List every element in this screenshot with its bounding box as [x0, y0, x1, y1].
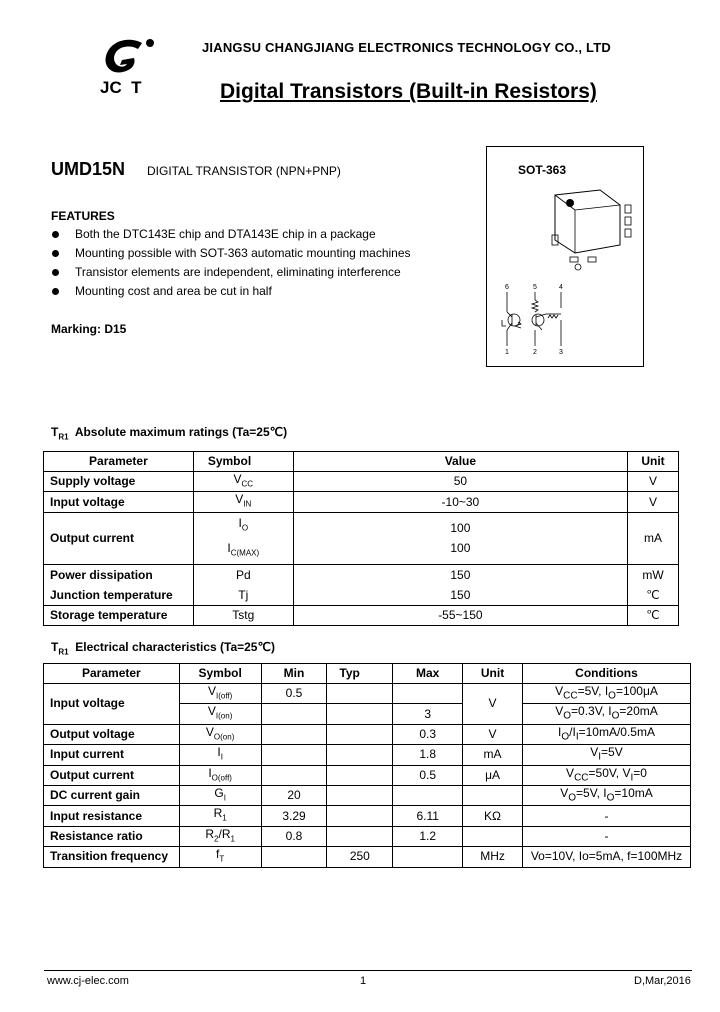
pin-label-6: 6	[505, 284, 509, 291]
table-row: Input resistance $R_1$ 3.29 6.11 KΩ -	[44, 806, 691, 826]
cond-vin-off: $V_{CC}=5V$, $I_O=100\mu A$	[522, 684, 690, 704]
feature-item: Mounting cost and area be cut in half	[51, 284, 411, 303]
feature-item: Mounting possible with SOT-363 automatic mounting machines	[51, 246, 411, 265]
part-description: DIGITAL TRANSISTOR (NPN+PNP)	[147, 164, 341, 178]
cond-vin-on: $V_O=0.3V$, $I_O=20mA$	[522, 704, 690, 724]
pin-label-1: 1	[505, 349, 509, 356]
package-name: SOT-363	[518, 163, 567, 177]
table-row: Resistance ratio $R_2/R_1$ 0.8 1.2 -	[44, 826, 691, 846]
abs-max-title: $T_{R1}$ Absolute maximum ratings (Ta=25℃)	[51, 425, 288, 442]
table-row: Input current $I_I$ 1.8 mA $V_I=5V$	[44, 745, 691, 765]
footer-divider	[44, 970, 692, 971]
table-row: $V_{I(on)}$ 3 $V_O=0.3V$, $I_O=20mA$	[44, 704, 691, 724]
logo-text: JC T	[100, 78, 142, 97]
part-number: UMD15N	[51, 159, 126, 179]
feature-item: Both the DTC143E chip and DTA143E chip in a package	[51, 227, 411, 246]
table-row: Input voltage $V_{IN}$ -10~30 V	[44, 492, 679, 512]
footer-page-number: 1	[360, 975, 367, 987]
table-row: Storage temperature Tstg -55~150 ℃	[44, 605, 679, 625]
marking-code: Marking: D15	[51, 322, 127, 336]
elec-title: $T_{R1}$ Electrical characteristics (Ta=25℃)	[51, 640, 275, 657]
table-header-row: Parameter Symbol Value Unit	[44, 452, 679, 472]
cond-gain: $V_O=5V$, $I_O=10mA$	[522, 785, 690, 805]
features-list	[51, 227, 411, 303]
cond-iin: $V_I=5V$	[522, 745, 690, 765]
table-row: Power dissipation Junction temperature Pd Tj 150 150 mW ℃	[44, 564, 679, 605]
table-row: Output current $I_O$ $I_{C(MAX)}$ 100 100 mA	[44, 512, 679, 564]
pin-label-3: 3	[559, 349, 563, 356]
pin-label-4: 4	[559, 284, 563, 291]
document-title: Digital Transistors (Built-in Resistors)	[220, 80, 597, 103]
table-row: Transition frequency $f_T$ 250 MHz Vo=10V, Io=5mA, f=100MHz	[44, 847, 691, 867]
table-row: Output current $I_{O(off)}$ 0.5 μA $V_{CC}=50V$, $V_I=0$	[44, 765, 691, 785]
elec-table	[43, 663, 691, 868]
package-drawing	[540, 185, 640, 275]
pin-label-5: 5	[533, 284, 537, 291]
pin-label-2: 2	[533, 349, 537, 356]
company-logo	[98, 34, 158, 104]
cond-iout: $V_{CC}=50V$, $V_I=0$	[522, 765, 690, 785]
circuit-schematic	[496, 280, 596, 360]
feature-item: Transistor elements are independent, eliminating interference	[51, 265, 411, 284]
table-row: Input voltage $V_{I(off)}$ 0.5 V $V_{CC}=5V$, $I_O=100\mu A$	[44, 684, 691, 704]
features-heading: FEATURES	[51, 209, 115, 223]
footer-date: D,Mar,2016	[634, 975, 691, 987]
table-row: DC current gain $G_I$ 20 $V_O=5V$, $I_O=10mA$	[44, 785, 691, 805]
table-row: Output voltage $V_{O(on)}$ 0.3 V $I_O/I_I=10mA/0.5mA$	[44, 724, 691, 744]
company-name: JIANGSU CHANGJIANG ELECTRONICS TECHNOLOGY CO., LTD	[202, 40, 611, 55]
sym-ratio: $R_2/R_1$	[179, 826, 261, 846]
footer-website[interactable]: www.cj-elec.com	[47, 975, 129, 987]
cond-vout: $I_O/I_I=10mA/0.5mA$	[522, 724, 690, 744]
table-row: Supply voltage $V_{CC}$ 50 V	[44, 472, 679, 492]
abs-max-table	[43, 451, 679, 626]
table-header-row: Parameter Symbol Min Typ Max Unit Conditions	[44, 664, 691, 684]
